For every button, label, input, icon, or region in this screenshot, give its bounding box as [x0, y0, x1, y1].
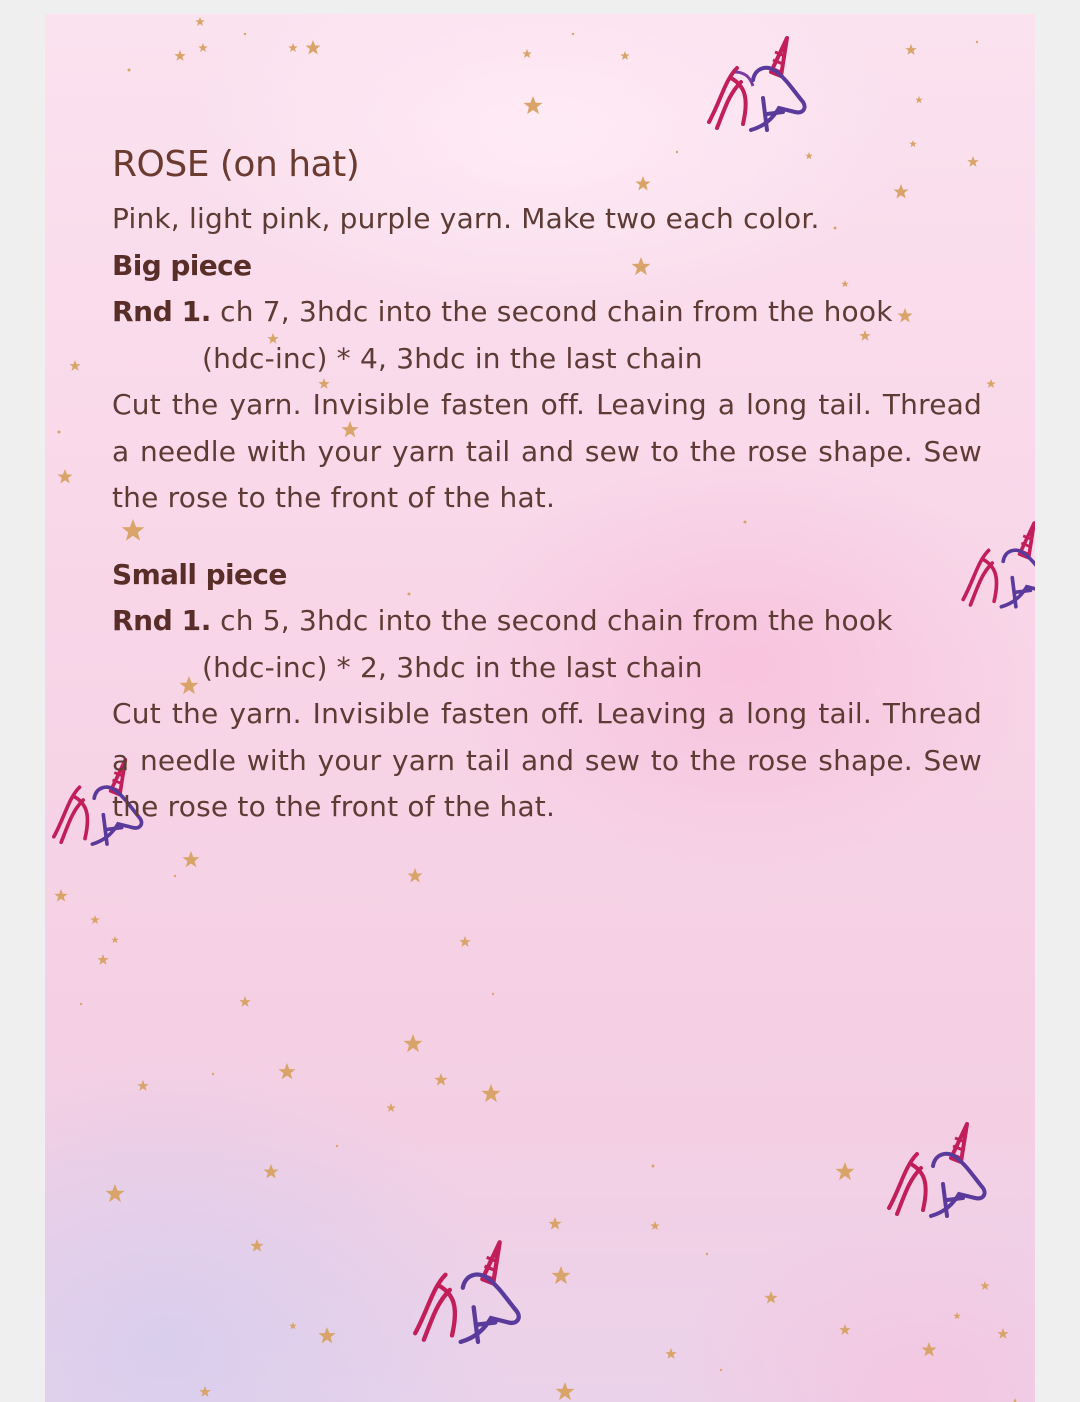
round-line	[112, 289, 982, 336]
pattern-text	[112, 134, 982, 831]
round-label: Rnd 1.	[112, 295, 212, 328]
big-piece-section	[112, 243, 982, 522]
round-text: ch 5, 3hdc into the second chain from the hook	[220, 604, 893, 637]
section-heading: Big piece	[112, 248, 252, 282]
yarn-intro: Pink, light pink, purple yarn. Make two each color.	[112, 202, 820, 235]
round-text: ch 7, 3hdc into the second chain from the hook	[220, 295, 893, 328]
finishing-instructions: Cut the yarn. Invisible fasten off. Leaving a long tail. Thread a needle with your yarn tail and sew to the rose shape. Sew the rose to the front of the hat.	[112, 388, 982, 514]
finishing-instructions: Cut the yarn. Invisible fasten off. Leaving a long tail. Thread a needle with your yarn tail and sew to the rose shape. Sew the rose to the front of the hat.	[112, 697, 982, 823]
round-continuation: (hdc-inc) * 4, 3hdc in the last chain	[202, 341, 703, 375]
round-label: Rnd 1.	[112, 604, 212, 637]
round-continuation: (hdc-inc) * 2, 3hdc in the last chain	[202, 650, 703, 684]
section-spacer	[112, 522, 982, 552]
unicorn-head-icon	[400, 1226, 530, 1356]
small-piece-section	[112, 552, 982, 831]
unicorn-head-icon	[875, 1114, 995, 1224]
pattern-page	[45, 14, 1035, 1402]
round-line	[112, 598, 982, 645]
section-heading: Small piece	[112, 557, 287, 591]
page-title: ROSE (on hat)	[112, 144, 360, 185]
unicorn-head-icon	[695, 28, 815, 138]
